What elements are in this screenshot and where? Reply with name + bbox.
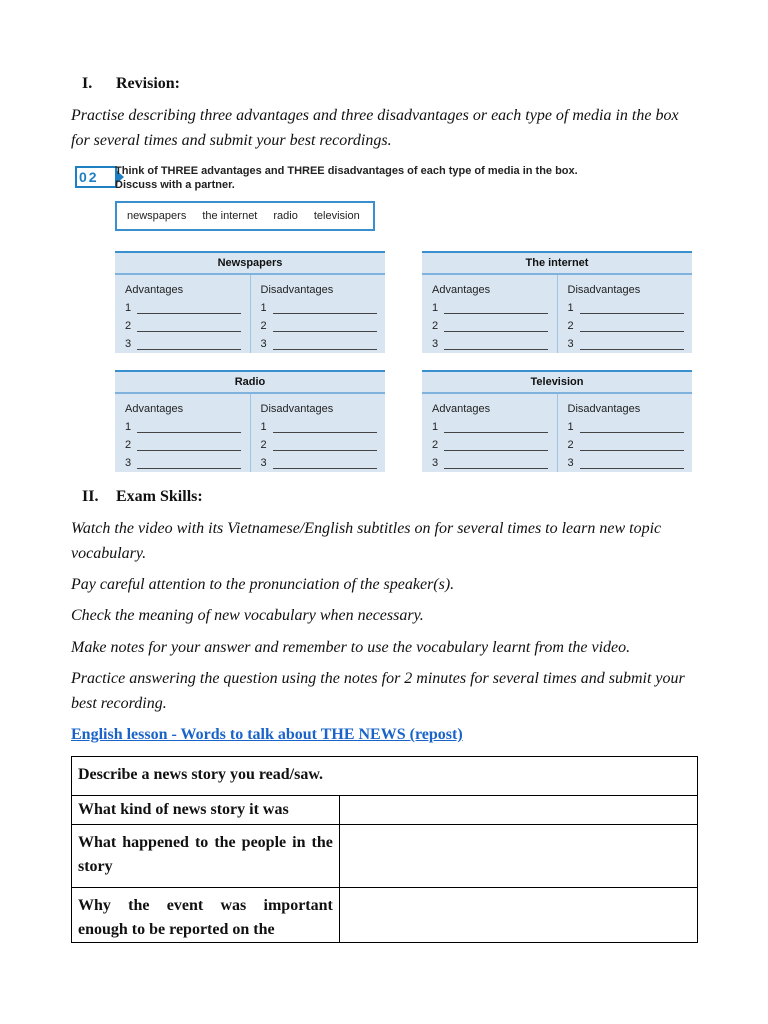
blank-line <box>580 420 684 433</box>
row-number: 1 <box>567 302 574 314</box>
column-heading: Advantages <box>125 284 184 296</box>
panel-television <box>422 370 692 472</box>
exercise-number: 02 <box>79 169 99 185</box>
column-heading: Advantages <box>125 403 184 415</box>
row-number: 1 <box>260 421 267 433</box>
blank-line <box>137 438 241 451</box>
media-word: newspapers <box>127 210 187 222</box>
blank-line <box>580 301 684 314</box>
exercise-instruction-line2: Discuss with a partner. <box>115 179 235 191</box>
exam-instruction-3: Check the meaning of new vocabulary when necessary. <box>71 607 424 624</box>
row-number: 1 <box>125 302 132 314</box>
exam-instruction-1: Watch the video with its Vietnamese/English subtitles on for several times to learn new topic vocabulary. <box>71 520 662 562</box>
advantages-column <box>422 275 557 353</box>
panel-title: Radio <box>115 372 385 394</box>
blank-line <box>137 456 241 469</box>
disadvantages-column <box>557 275 693 353</box>
disadvantages-column <box>250 394 386 472</box>
row-number: 3 <box>567 338 574 350</box>
panel-the-internet <box>422 251 692 353</box>
row-number: 3 <box>260 457 267 469</box>
blank-line <box>444 337 548 350</box>
row-number: 3 <box>432 457 439 469</box>
row-number: 3 <box>125 457 132 469</box>
disadvantages-column <box>557 394 693 472</box>
section-title: Exam Skills: <box>116 488 203 505</box>
row-number: 2 <box>567 439 574 451</box>
column-heading: Disadvantages <box>567 403 641 415</box>
blank-line <box>137 337 241 350</box>
blank-line <box>580 319 684 332</box>
row-number: 3 <box>432 338 439 350</box>
blank-line <box>273 319 377 332</box>
exam-instruction-2: Pay careful attention to the pronunciation of the speaker(s). <box>71 576 455 593</box>
cue-prompt-1: What kind of news story it was <box>72 796 340 825</box>
row-number: 2 <box>432 439 439 451</box>
column-heading: Disadvantages <box>567 284 641 296</box>
exam-instruction-4: Make notes for your answer and remember to use the vocabulary learnt from the video. <box>71 639 631 656</box>
section-number: II. <box>82 488 99 505</box>
panel-title: Television <box>422 372 692 394</box>
blank-line <box>273 438 377 451</box>
row-number: 1 <box>432 302 439 314</box>
row-number: 2 <box>260 320 267 332</box>
blank-line <box>580 438 684 451</box>
row-number: 2 <box>567 320 574 332</box>
row-number: 2 <box>125 439 132 451</box>
blank-line <box>444 319 548 332</box>
blank-line <box>444 420 548 433</box>
blank-line <box>137 420 241 433</box>
row-number: 3 <box>567 457 574 469</box>
column-heading: Disadvantages <box>260 403 334 415</box>
panel-title: Newspapers <box>115 253 385 275</box>
column-heading: Advantages <box>432 284 491 296</box>
blank-line <box>580 456 684 469</box>
media-word: radio <box>273 210 298 222</box>
row-number: 2 <box>125 320 132 332</box>
blank-line <box>580 337 684 350</box>
disadvantages-column <box>250 275 386 353</box>
media-word: the internet <box>202 210 258 222</box>
blank-line <box>273 337 377 350</box>
row-number: 3 <box>125 338 132 350</box>
cue-prompt-2: What happened to the people in the story <box>72 825 340 888</box>
cue-card-title: Describe a news story you read/saw. <box>72 757 698 796</box>
row-number: 2 <box>260 439 267 451</box>
blank-line <box>273 301 377 314</box>
cue-prompt-3: Why the event was important enough to be reported on the <box>72 888 340 943</box>
panel-newspapers <box>115 251 385 353</box>
advantages-column <box>115 275 250 353</box>
blank-line <box>273 420 377 433</box>
section-title: Revision: <box>116 75 180 92</box>
exam-instruction-5: Practice answering the question using the notes for 2 minutes for several times and submit your best recording. <box>71 670 685 712</box>
panel-title: The internet <box>422 253 692 275</box>
answer-cell-2[interactable] <box>339 825 697 888</box>
row-number: 2 <box>432 320 439 332</box>
blank-line <box>273 456 377 469</box>
media-word: television <box>313 210 360 222</box>
row-number: 1 <box>125 421 132 433</box>
column-heading: Advantages <box>432 403 491 415</box>
blank-line <box>137 301 241 314</box>
row-number: 1 <box>260 302 267 314</box>
video-link[interactable]: English lesson - Words to talk about THE NEWS (repost) <box>71 726 463 743</box>
exercise-instruction <box>115 164 578 192</box>
section-heading-revision <box>82 75 180 93</box>
blank-line <box>137 319 241 332</box>
section-heading-exam-skills <box>82 488 203 506</box>
blank-line <box>444 301 548 314</box>
exercise-number-badge <box>75 166 117 188</box>
row-number: 3 <box>260 338 267 350</box>
panel-radio <box>115 370 385 472</box>
answer-cell-1[interactable] <box>339 796 697 825</box>
blank-line <box>444 456 548 469</box>
row-number: 1 <box>432 421 439 433</box>
column-heading: Disadvantages <box>260 284 334 296</box>
section-number: I. <box>82 75 93 92</box>
advantages-column <box>422 394 557 472</box>
row-number: 1 <box>567 421 574 433</box>
exercise-instruction-line1: Think of THREE advantages and THREE disadvantages of each type of media in the box. <box>115 165 578 177</box>
media-word-box <box>115 201 375 231</box>
cue-card-table <box>71 756 698 943</box>
textbook-exercise-image <box>71 158 697 476</box>
blank-line <box>444 438 548 451</box>
advantages-column <box>115 394 250 472</box>
revision-instruction: Practise describing three advantages and three disadvantages or each type of media in the box for several times and submit your best recordings. <box>71 107 679 149</box>
answer-cell-3[interactable] <box>339 888 697 943</box>
